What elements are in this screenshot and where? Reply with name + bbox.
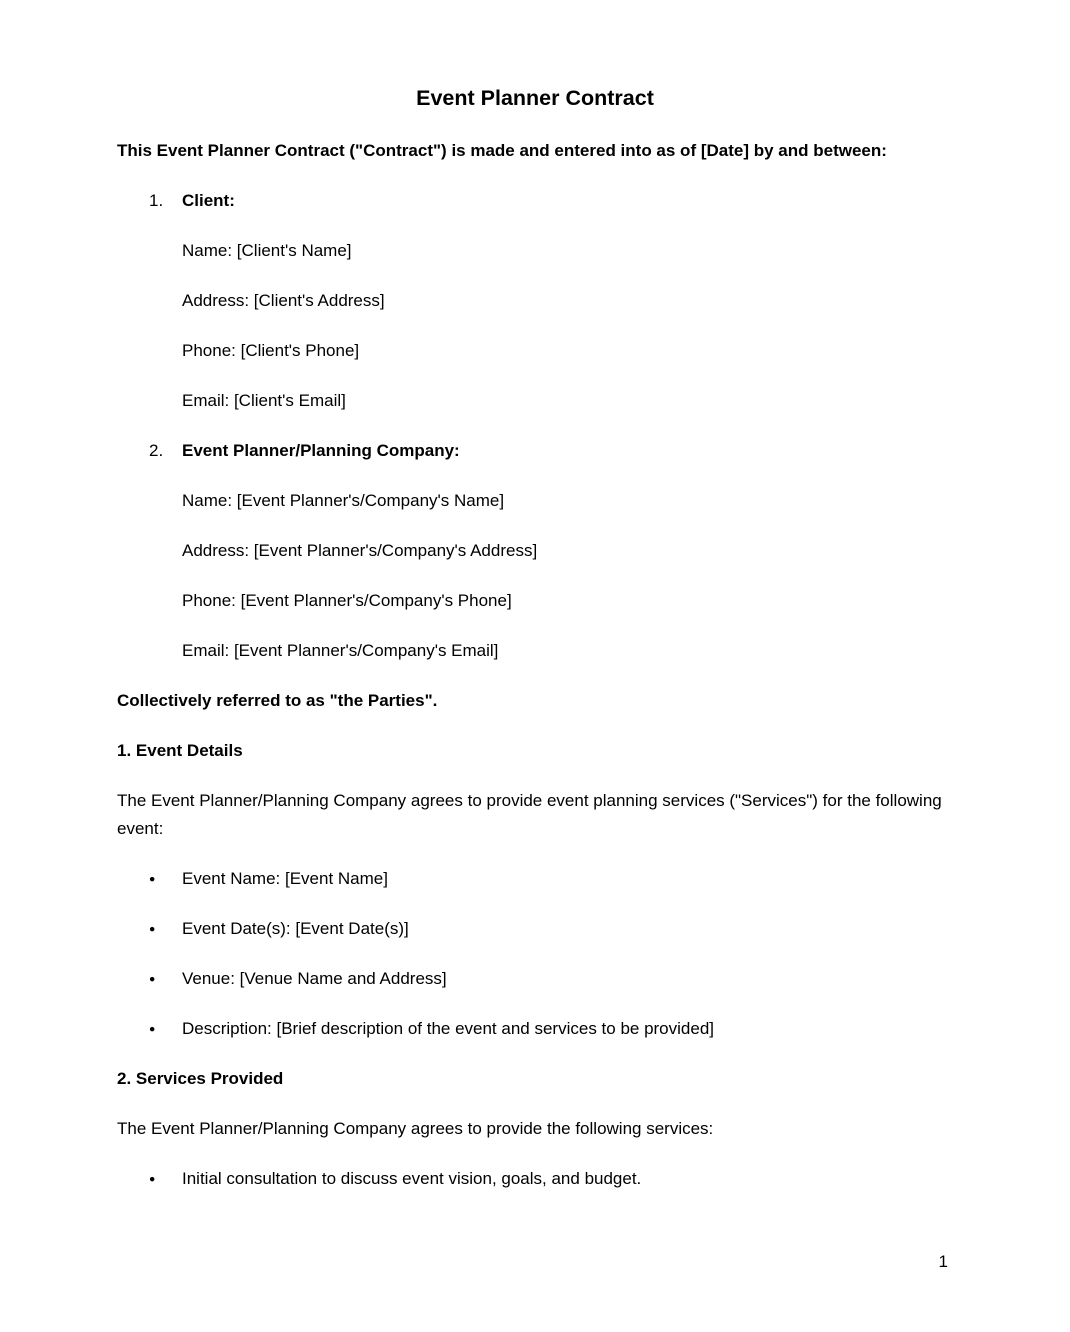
planner-address-line: Address: [Event Planner's/Company's Address] — [182, 541, 538, 560]
bullet-icon: ● — [149, 1023, 156, 1035]
section-heading-event-details: 1. Event Details — [117, 741, 243, 760]
list-number: 1. — [149, 191, 164, 210]
document-title: Event Planner Contract — [416, 86, 654, 110]
bullet-item-text: Event Name: [Event Name] — [182, 869, 388, 888]
bullet-item-text: Venue: [Venue Name and Address] — [182, 969, 447, 988]
bullet-item-text: Event Date(s): [Event Date(s)] — [182, 919, 409, 938]
client-address-line: Address: [Client's Address] — [182, 291, 385, 310]
numbered-item-planner — [117, 437, 953, 465]
planner-email-line: Email: [Event Planner's/Company's Email] — [182, 641, 499, 660]
bullet-icon: ● — [149, 923, 156, 935]
intro-paragraph: This Event Planner Contract ("Contract") is made and entered into as of [Date] by and between: — [117, 141, 887, 160]
planner-phone-line: Phone: [Event Planner's/Company's Phone] — [182, 591, 512, 610]
bullet-item-text: Initial consultation to discuss event vision, goals, and budget. — [182, 1169, 642, 1188]
client-name-line: Name: [Client's Name] — [182, 241, 352, 260]
numbered-item-label: Event Planner/Planning Company: — [182, 441, 460, 460]
numbered-item-client — [117, 187, 953, 215]
section-paragraph-event-details: The Event Planner/Planning Company agrees to provide event planning services ("Services") for the following event: — [117, 791, 942, 838]
bullet-item-text: Description: [Brief description of the event and services to be provided] — [182, 1019, 715, 1038]
section-heading-services-provided: 2. Services Provided — [117, 1069, 284, 1088]
section-paragraph-services-provided: The Event Planner/Planning Company agrees to provide the following services: — [117, 1119, 714, 1138]
list-number: 2. — [149, 441, 164, 460]
client-email-line: Email: [Client's Email] — [182, 391, 346, 410]
page-number: 1 — [938, 1252, 948, 1271]
bullet-item-event-dates — [117, 915, 953, 943]
planner-name-line: Name: [Event Planner's/Company's Name] — [182, 491, 505, 510]
bullet-item-description — [117, 1015, 953, 1043]
bullet-icon: ● — [149, 873, 156, 885]
collectively-paragraph: Collectively referred to as "the Parties". — [117, 691, 438, 710]
bullet-item-venue — [117, 965, 953, 993]
bullet-item-initial-consultation — [117, 1165, 953, 1193]
bullet-item-event-name — [117, 865, 953, 893]
numbered-item-label: Client: — [182, 191, 235, 210]
bullet-icon: ● — [149, 1173, 156, 1185]
client-phone-line: Phone: [Client's Phone] — [182, 341, 360, 360]
bullet-icon: ● — [149, 973, 156, 985]
